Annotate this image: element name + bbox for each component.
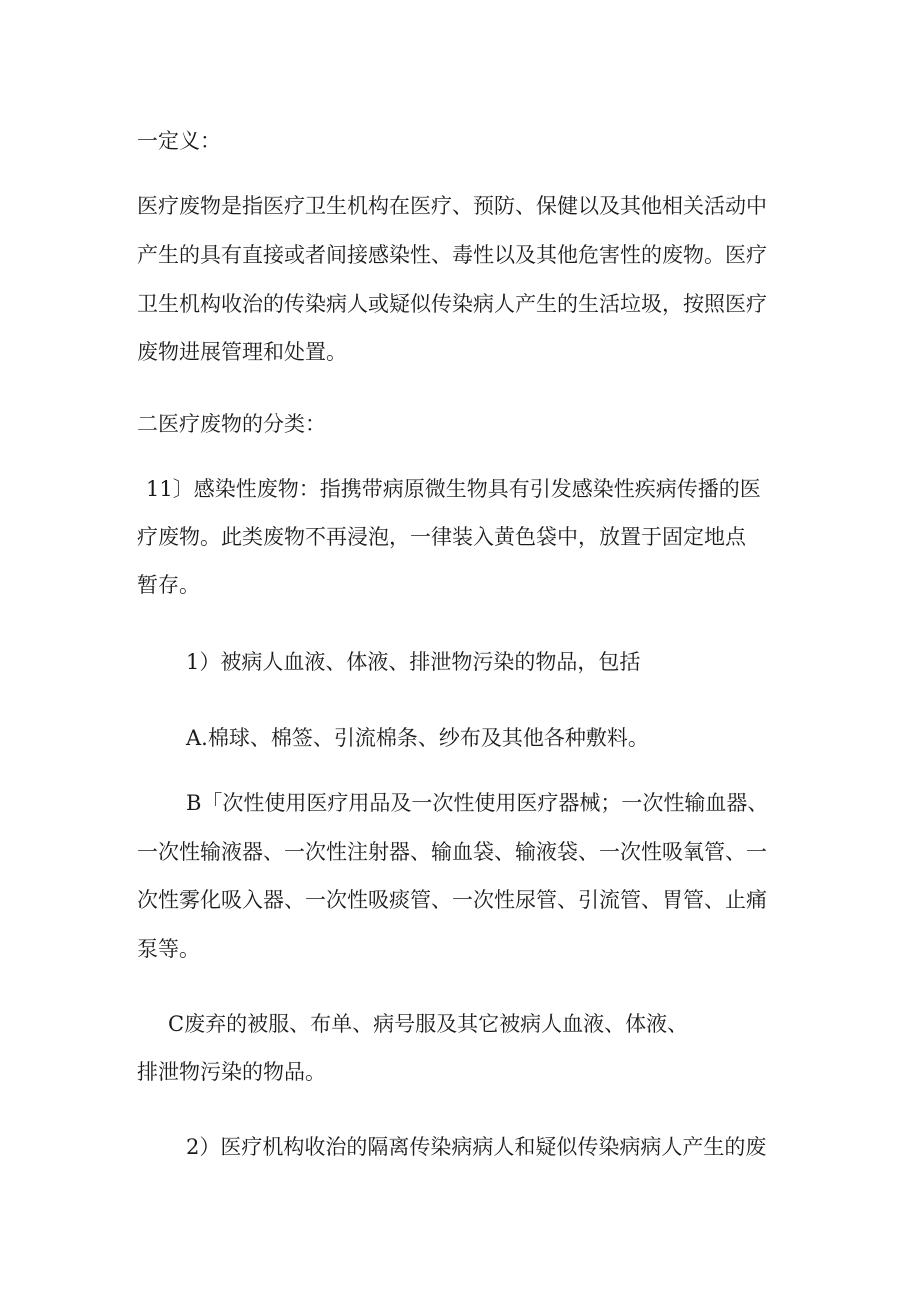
list-item-line: 2）医疗机构收治的隔离传染病病人和疑似传染病病人产生的废 <box>186 1135 767 1159</box>
paragraph-line: 泵等。 <box>137 937 200 961</box>
list-item-line: B「次性使用医疗用品及一次性使用医疗器械；一次性输血器、 <box>186 791 769 815</box>
paragraph-line: 疗废物。此类废物不再浸泡，一律装入黄色袋中，放置于固定地点 <box>137 525 746 549</box>
paragraph-line: 次性雾化吸入器、一次性吸痰管、一次性尿管、引流管、胃管、止痛 <box>137 888 767 912</box>
section-heading-definition: 一定义： <box>137 129 221 153</box>
list-item-line: C废弃的被服、布单、病号服及其它被病人血液、体液、 <box>168 1012 689 1036</box>
paragraph-line: 医疗废物是指医疗卫生机构在医疗、预防、保健以及其他相关活动中 <box>137 194 767 218</box>
paragraph-line: 排泄物污染的物品。 <box>137 1060 326 1084</box>
section-heading-classification: 二医疗废物的分类： <box>137 412 326 436</box>
paragraph-line: 废物进展管理和处置。 <box>137 340 347 364</box>
paragraph-line: 11〕感染性废物：指携带病原微生物具有引发感染性疾病传播的医 <box>146 477 761 501</box>
paragraph-line: 暂存。 <box>137 573 200 597</box>
paragraph-line: 一次性输液器、一次性注射器、输血袋、输液袋、一次性吸氧管、一 <box>137 840 767 864</box>
paragraph-line: 产生的具有直接或者间接感染性、毒性以及其他危害性的废物。医疗 <box>137 243 767 267</box>
paragraph-line: 卫生机构收治的传染病人或疑似传染病人产生的生活垃圾，按照医疗 <box>137 292 767 316</box>
list-item-line: 1）被病人血液、体液、排泄物污染的物品，包括 <box>186 650 641 674</box>
list-item-line: A.棉球、棉签、引流棉条、纱布及其他各种敷料。 <box>186 726 649 750</box>
